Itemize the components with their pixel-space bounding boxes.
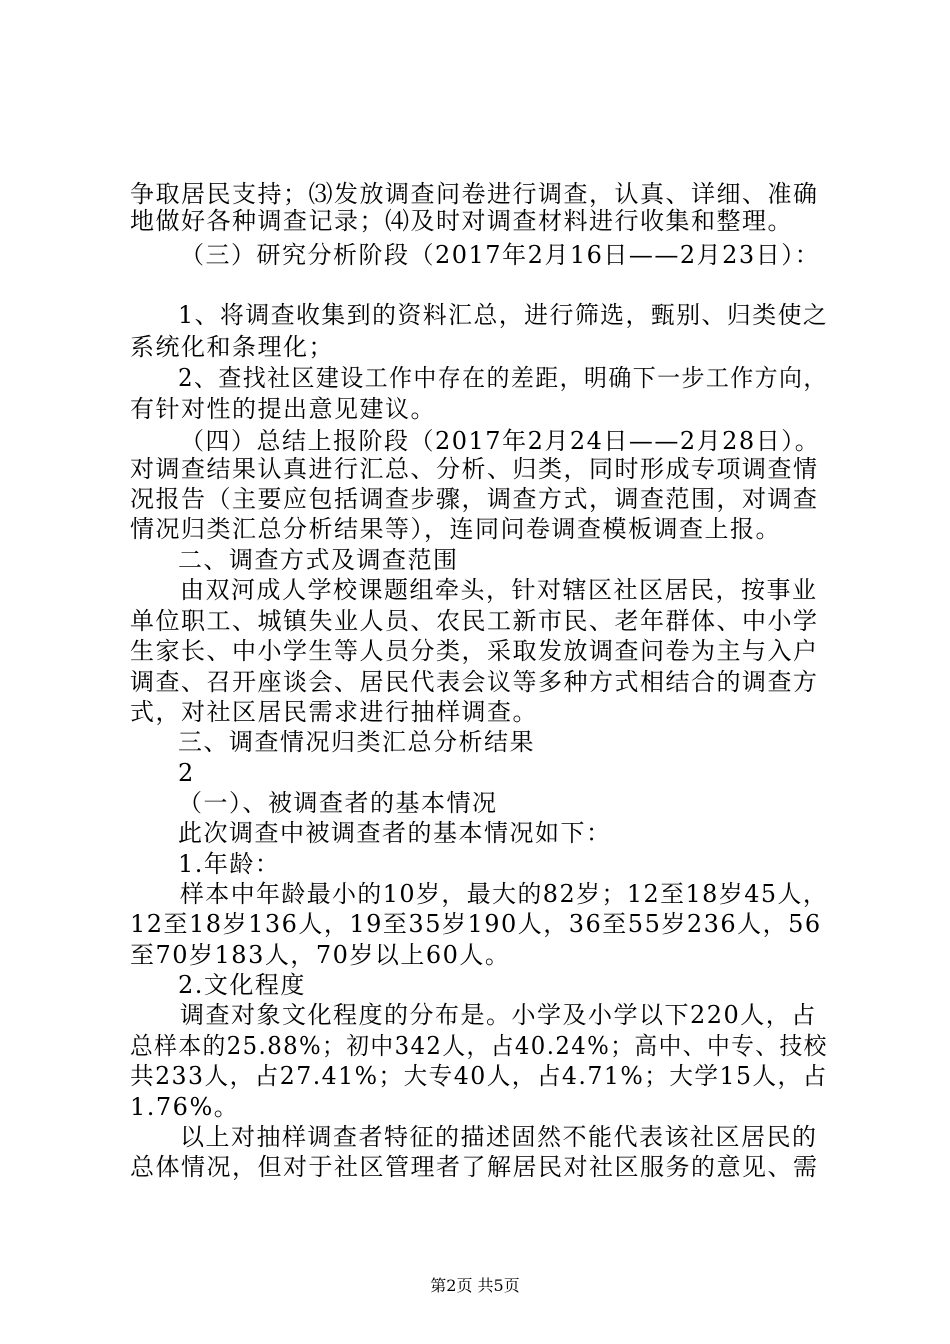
text-line: 以上对抽样调查者特征的描述固然不能代表该社区居民的 (180, 1123, 818, 1151)
text-line: 对调查结果认真进行汇总、分析、归类，同时形成专项调查情 (130, 455, 819, 483)
section-heading: 二、调查方式及调查范围 (178, 546, 459, 574)
text-line: 地做好各种调查记录；⑷及时对调查材料进行收集和整理。 (130, 207, 793, 235)
text-line: 式，对社区居民需求进行抽样调查。 (130, 698, 538, 726)
section-heading: （三）研究分析阶段（2017年2月16日——2月23日）： (180, 241, 821, 269)
text-line: 况报告（主要应包括调查步骤，调查方式，调查范围，对调查 (130, 485, 819, 513)
text-line: 2、查找社区建设工作中存在的差距，明确下一步工作方向， (178, 364, 828, 392)
text-line: 1.76%。 (130, 1093, 240, 1121)
text-line: 总样本的25.88%；初中342人，占40.24%；高中、中专、技校 (130, 1032, 828, 1060)
text-line: 由双河成人学校课题组牵头，针对辖区社区居民，按事业 (180, 576, 818, 604)
page-footer: 第2页 共5页 (430, 1276, 520, 1295)
section-heading: （一）、被调查者的基本情况 (178, 789, 498, 817)
subsection-heading: 2.文化程度 (178, 971, 306, 999)
text-line: 样本中年龄最小的10岁，最大的82岁；12至18岁45人， (180, 880, 829, 908)
subsection-heading: 1.年龄： (178, 850, 281, 878)
text-line: 有针对性的提出意见建议。 (130, 395, 436, 423)
text-line: 至70岁183人，70岁以上60人。 (130, 941, 511, 969)
text-line: 调查对象文化程度的分布是。小学及小学以下220人，占 (180, 1001, 817, 1029)
text-line: 争取居民支持；⑶发放调查问卷进行调查，认真、详细、准确 (130, 180, 819, 208)
page-number-inline: 2 (178, 759, 195, 787)
text-line: 调查、召开座谈会、居民代表会议等多种方式相结合的调查方 (130, 668, 819, 696)
text-line: 此次调查中被调查者的基本情况如下： (178, 819, 612, 847)
text-line: 单位职工、城镇失业人员、农民工新市民、老年群体、中小学 (130, 607, 819, 635)
section-heading: （四）总结上报阶段（2017年2月24日——2月28日）。 (180, 427, 821, 455)
text-line: 共233人，占27.41%；大专40人，占4.71%；大学15人，占 (130, 1062, 828, 1090)
text-line: 1、将调查收集到的资料汇总，进行筛选，甄别、归类使之 (178, 301, 829, 329)
text-line: 系统化和条理化； (130, 333, 334, 361)
text-line: 情况归类汇总分析结果等），连同问卷调查模板调查上报。 (130, 515, 781, 543)
text-line: 生家长、中小学生等人员分类，采取发放调查问卷为主与入户 (130, 637, 819, 665)
text-line: 总体情况，但对于社区管理者了解居民对社区服务的意见、需 (130, 1153, 819, 1181)
section-heading: 三、调查情况归类汇总分析结果 (178, 728, 535, 756)
text-line: 12至18岁136人，19至35岁190人，36至55岁236人，56 (130, 910, 822, 938)
